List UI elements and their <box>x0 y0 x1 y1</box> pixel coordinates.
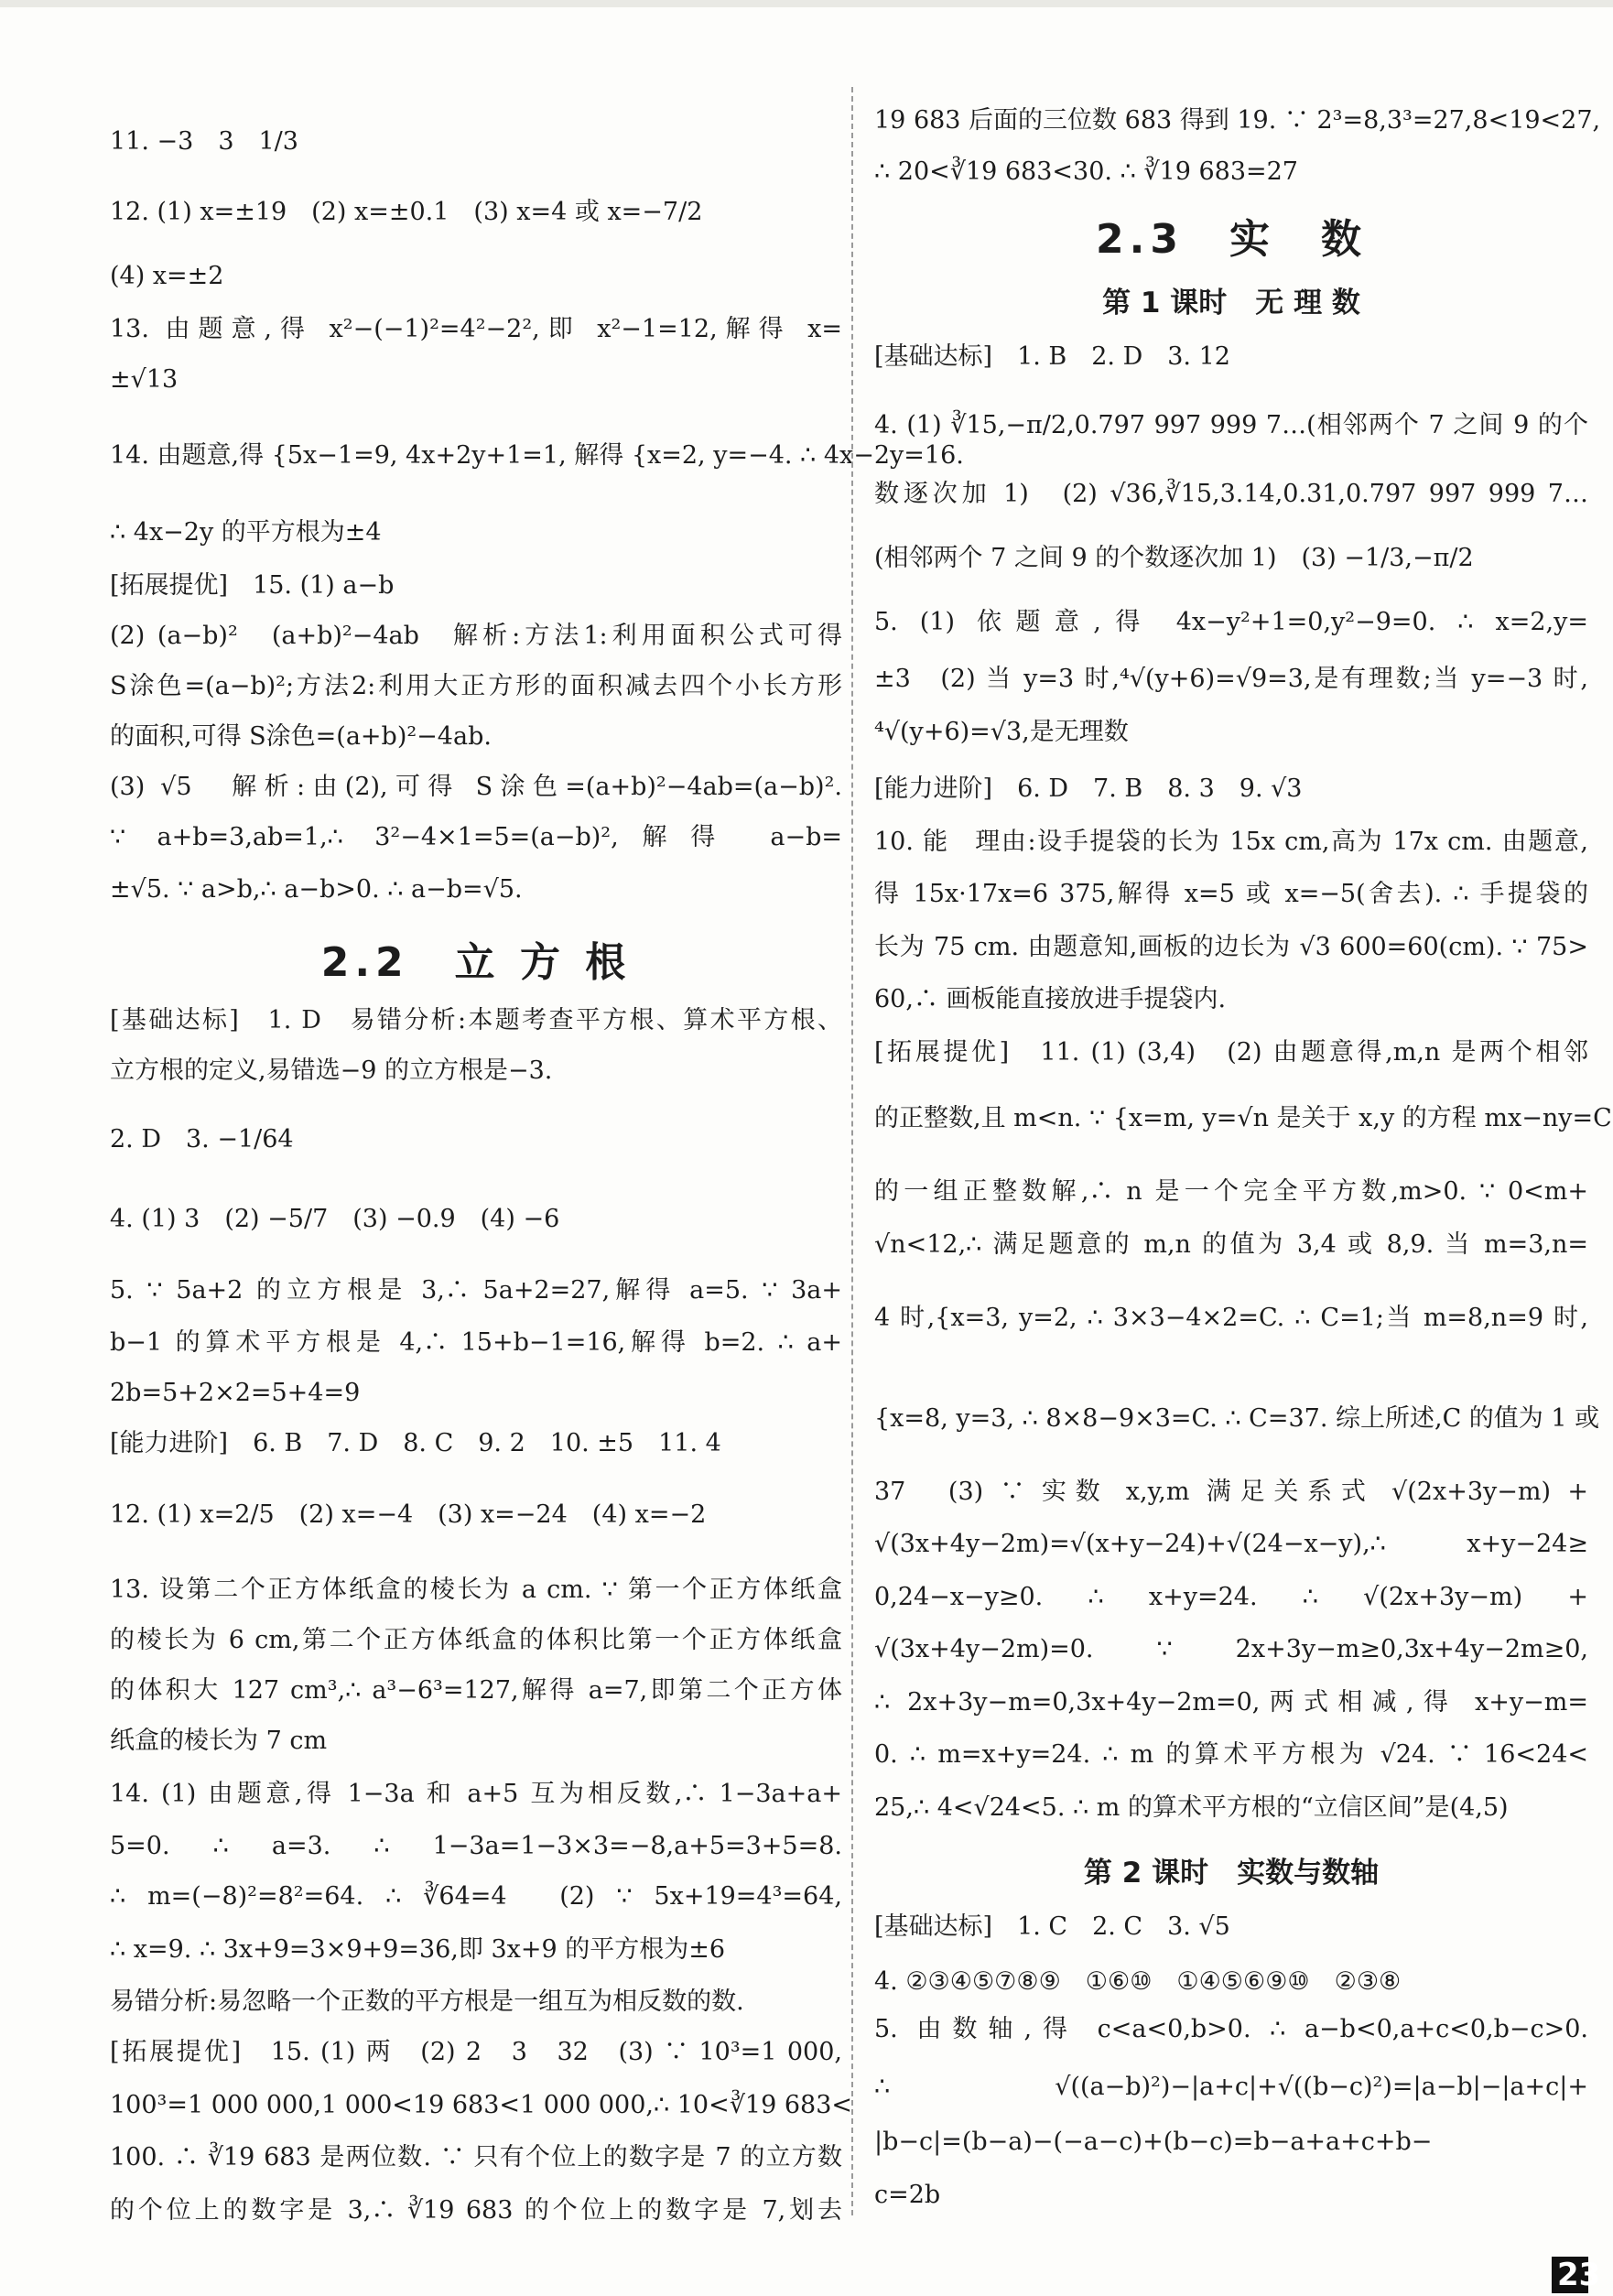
answer-line: 的体积大 127 cm³,∴ a³−6³=127,解得 a=7,即第二个正方体 <box>110 1676 842 1705</box>
answer-line: c=2b <box>874 2181 941 2209</box>
answer-line: 25,∴ 4<√24<5. ∴ m 的算术平方根的“立信区间”是(4,5) <box>874 1793 1509 1822</box>
answer-line: 14. 由题意,得 {5x−1=9, 4x+2y+1=1, 解得 {x=2, y=−4. ∴ 4x−2y=16. <box>110 441 964 470</box>
answer-line: 5=0. ∴ a=3. ∴ 1−3a=1−3×3=−8,a+5=3+5=8. <box>110 1832 842 1860</box>
lesson-title-1: 第 1 课时 无 理 数 <box>1102 287 1360 319</box>
answer-line: 的正整数,且 m<n. ∵ {x=m, y=√n 是关于 x,y 的方程 mx−ny=C <box>874 1104 1612 1132</box>
section-tag-line: [拓展提优] 11. (1) (3,4) (2) 由题意得,m,n 是两个相邻 <box>874 1038 1588 1067</box>
answer-line: 37 (3) ∵ 实数 x,y,m 满足关系式 √(2x+3y−m) + <box>874 1478 1588 1506</box>
answer-line: √(3x+4y−2m)=√(x+y−24)+√(24−x−y),∴ x+y−24≥ <box>874 1530 1588 1558</box>
section-tag-line: [基础达标] 1. C 2. C 3. √5 <box>874 1912 1230 1941</box>
answer-line: 纸盒的棱长为 7 cm <box>110 1727 328 1755</box>
answer-line: 5. 由数轴,得 c<a<0,b>0. ∴ a−b<0,a+c<0,b−c>0. <box>874 2015 1588 2043</box>
answer-line: 14. (1) 由题意,得 1−3a 和 a+5 互为相反数,∴ 1−3a+a+ <box>110 1780 842 1808</box>
answer-line: 13. 由题意,得 x²−(−1)²=4²−2²,即 x²−1=12,解得 x= <box>110 315 842 343</box>
answer-line: (相邻两个 7 之间 9 的个数逐次加 1) (3) −1/3,−π/2 <box>874 544 1474 572</box>
answer-line: ±3 (2) 当 y=3 时,⁴√(y+6)=√9=3,是有理数;当 y=−3 时, <box>874 665 1588 693</box>
answer-line: 的个位上的数字是 3,∴ ∛19 683 的个位上的数字是 7,划去 <box>110 2196 842 2225</box>
answer-line: 2. D 3. −1/64 <box>110 1125 294 1153</box>
lesson-title-2: 第 2 课时 实数与数轴 <box>1083 1857 1380 1890</box>
answer-line: {x=8, y=3, ∴ 8×8−9×3=C. ∴ C=37. 综上所述,C 的值为 1 或 <box>874 1404 1600 1433</box>
top-scan-strip <box>0 0 1613 7</box>
answer-line: 12. (1) x=2/5 (2) x=−4 (3) x=−24 (4) x=−2 <box>110 1500 707 1529</box>
answer-line: 12. (1) x=±19 (2) x=±0.1 (3) x=4 或 x=−7/2 <box>110 198 703 226</box>
answer-line: 100³=1 000 000,1 000<19 683<1 000 000,∴ 10<∛19 683< <box>110 2091 853 2119</box>
answer-line: 13. 设第二个正方体纸盒的棱长为 a cm. ∵ 第一个正方体纸盒 <box>110 1576 842 1604</box>
answer-line: 10. 能 理由:设手提袋的长为 15x cm,高为 17x cm. 由题意, <box>874 828 1588 856</box>
section-title-2-3: 2.3 实 数 <box>1096 216 1367 263</box>
answer-line: 立方根的定义,易错选−9 的立方根是−3. <box>110 1056 553 1085</box>
answer-line: 4. (1) ∛15,−π/2,0.797 997 999 7…(相邻两个 7 之间 9 的个 <box>874 411 1588 439</box>
answer-line: 5. ∵ 5a+2 的立方根是 3,∴ 5a+2=27,解得 a=5. ∵ 3a+ <box>110 1276 842 1305</box>
error-analysis-line: 易错分析:易忽略一个正数的平方根是一组互为相反数的数. <box>110 1987 744 2016</box>
answer-line: 4 时,{x=3, y=2, ∴ 3×3−4×2=C. ∴ C=1;当 m=8,n=9 时, <box>874 1304 1588 1332</box>
answer-line: ∴ m=(−8)²=8²=64. ∴ ∛64=4 (2) ∵ 5x+19=4³=64, <box>110 1882 842 1911</box>
answer-line: ∴ √((a−b)²)−|a+c|+√((b−c)²)=|a−b|−|a+c|+ <box>874 2073 1588 2101</box>
answer-line: ±√13 <box>110 365 179 394</box>
answer-line: 的一组正整数解,∴ n 是一个完全平方数,m>0. ∵ 0<m+ <box>874 1177 1588 1206</box>
answer-line: 11. −3 3 1/3 <box>110 127 298 156</box>
section-tag-line: [能力进阶] 6. B 7. D 8. C 9. 2 10. ±5 11. 4 <box>110 1429 721 1457</box>
answer-line: ∵ a+b=3,ab=1,∴ 3²−4×1=5=(a−b)²,解得 a−b= <box>110 823 842 851</box>
answer-line: √n<12,∴ 满足题意的 m,n 的值为 3,4 或 8,9. 当 m=3,n= <box>874 1230 1588 1259</box>
answer-line: b−1 的算术平方根是 4,∴ 15+b−1=16,解得 b=2. ∴ a+ <box>110 1328 842 1357</box>
answer-line: 数逐次加 1) (2) √36,∛15,3.14,0.31,0.797 997 999 7… <box>874 480 1588 508</box>
answer-line: ∴ 20<∛19 683<30. ∴ ∛19 683=27 <box>874 157 1298 186</box>
section-tag-line: [拓展提优] 15. (1) a−b <box>110 571 395 600</box>
answer-line: 4. (1) 3 (2) −5/7 (3) −0.9 (4) −6 <box>110 1205 560 1233</box>
answer-line: 100. ∴ ∛19 683 是两位数. ∵ 只有个位上的数字是 7 的立方数 <box>110 2143 842 2171</box>
answer-line: ±√5. ∵ a>b,∴ a−b>0. ∴ a−b=√5. <box>110 875 523 904</box>
answer-line: 2b=5+2×2=5+4=9 <box>110 1379 361 1407</box>
answer-line: ∴ 2x+3y−m=0,3x+4y−2m=0,两式相减,得 x+y−m= <box>874 1688 1588 1717</box>
answer-line: ∴ 4x−2y 的平方根为±4 <box>110 518 382 547</box>
answer-line: (4) x=±2 <box>110 262 224 290</box>
answer-line: (2) (a−b)² (a+b)²−4ab 解析:方法1:利用面积公式可得 <box>110 622 842 650</box>
answer-line: 5. (1) 依题意,得 4x−y²+1=0,y²−9=0. ∴ x=2,y= <box>874 608 1588 636</box>
answer-line: 60,∴ 画板能直接放进手提袋内. <box>874 985 1227 1013</box>
answer-line: |b−c|=(b−a)−(−a−c)+(b−c)=b−a+a+c+b− <box>874 2128 1433 2156</box>
answer-line: 0. ∴ m=x+y=24. ∴ m 的算术平方根为 √24. ∵ 16<24< <box>874 1740 1588 1769</box>
section-tag-line: [基础达标] 1. B 2. D 3. 12 <box>874 342 1230 371</box>
answer-line: 长为 75 cm. 由题意知,画板的边长为 √3 600=60(cm). ∵ 75> <box>874 933 1588 961</box>
section-tag-line: [能力进阶] 6. D 7. B 8. 3 9. √3 <box>874 774 1303 803</box>
answer-line: 的面积,可得 S涂色=(a+b)²−4ab. <box>110 722 492 751</box>
section-tag-line: [基础达标] 1. D 易错分析:本题考查平方根、算术平方根、 <box>110 1006 842 1034</box>
section-title-2-2: 2.2 立 方 根 <box>320 939 632 986</box>
answer-line: (3) √5 解析:由(2),可得 S涂色=(a+b)²−4ab=(a−b)². <box>110 773 842 801</box>
answer-line: 4. ②③④⑤⑦⑧⑨ ①⑥⑩ ①④⑤⑥⑨⑩ ②③⑧ <box>874 1967 1402 1996</box>
answer-line: 得 15x·17x=6 375,解得 x=5 或 x=−5(舍去). ∴ 手提袋的 <box>874 880 1588 908</box>
answer-line: ⁴√(y+6)=√3,是无理数 <box>874 718 1129 746</box>
answer-line: 0,24−x−y≥0. ∴ x+y=24. ∴ √(2x+3y−m) + <box>874 1583 1588 1611</box>
answer-line: 的棱长为 6 cm,第二个正方体纸盒的体积比第一个正方体纸盒 <box>110 1626 842 1654</box>
section-tag-line: [拓展提优] 15. (1) 两 (2) 2 3 32 (3) ∵ 10³=1 000, <box>110 2038 842 2066</box>
page-number: 23 <box>1552 2257 1588 2293</box>
answer-line: √(3x+4y−2m)=0. ∵ 2x+3y−m≥0,3x+4y−2m≥0, <box>874 1635 1588 1663</box>
answer-line: ∴ x=9. ∴ 3x+9=3×9+9=36,即 3x+9 的平方根为±6 <box>110 1935 726 1964</box>
answer-line: 19 683 后面的三位数 683 得到 19. ∵ 2³=8,3³=27,8<19<27, <box>874 106 1601 135</box>
answer-line: S涂色=(a−b)²;方法2:利用大正方形的面积减去四个小长方形 <box>110 672 842 700</box>
column-divider <box>851 87 853 2215</box>
